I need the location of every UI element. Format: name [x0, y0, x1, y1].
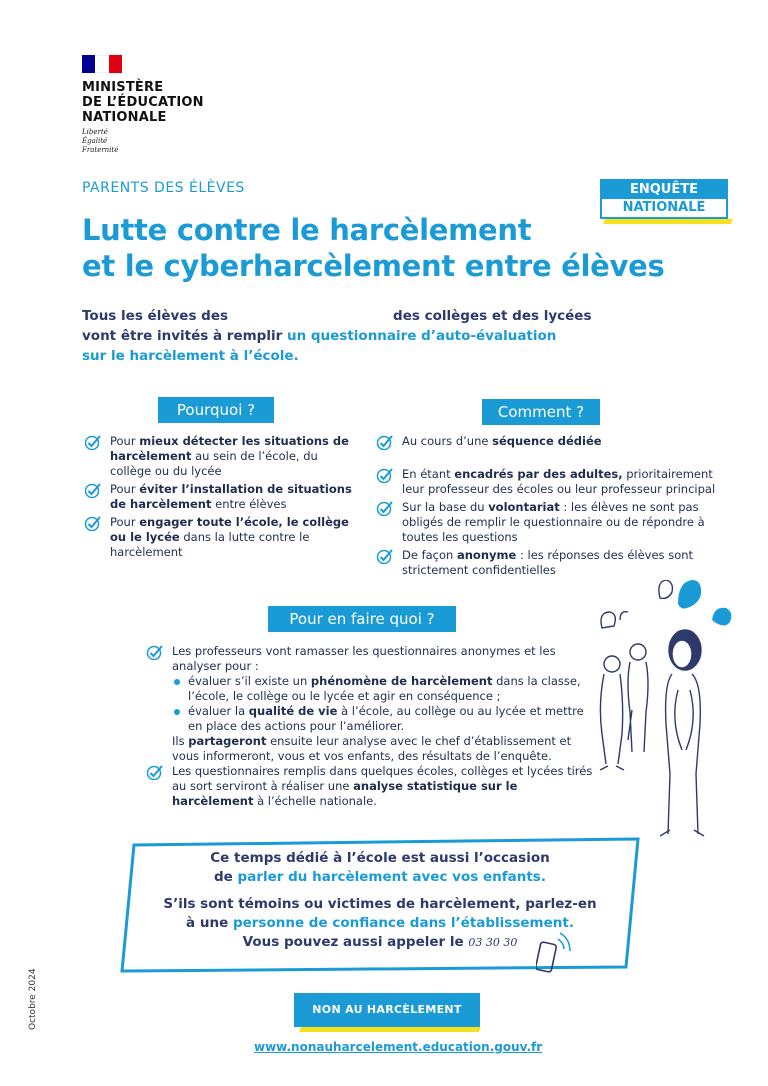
item-bold: analyse statistique sur le harcèlement — [172, 779, 518, 808]
item-bold: partageront — [188, 734, 267, 748]
list-item — [146, 764, 596, 809]
item-text: dans la classe, l’école, le collège ou le lycée et agir en conséquence ; — [188, 674, 581, 703]
item-text: Sur la base du — [402, 500, 489, 514]
callout-highlight: personne de confiance dans l’établissement. — [232, 915, 574, 931]
item-text: ensuite leur analyse avec le chef d’établissement et vous informeront, vous et vos enfants, des résultats de l’enquête. — [172, 734, 572, 763]
non-au-harcelement-button[interactable]: NON AU HARCÈLEMENT — [294, 993, 480, 1027]
bullet-dot — [174, 709, 180, 715]
intro-paragraph — [82, 306, 642, 366]
callout-text-part: à une — [186, 915, 233, 931]
item-text: De façon — [402, 548, 457, 562]
sub-item — [172, 704, 596, 734]
item-bold: mieux détecter les situations de harcèlement — [110, 434, 349, 463]
list-item — [84, 482, 354, 512]
check-icon — [376, 548, 394, 564]
list-item — [376, 548, 736, 578]
ministry-line: NATIONALE — [82, 110, 167, 125]
item-text: Pour — [110, 434, 140, 448]
title-line: et le cyberharcèlement entre élèves — [82, 249, 665, 283]
item-text: Au cours d’une — [402, 434, 493, 448]
edition-date: Octobre 2024 — [28, 968, 38, 1030]
motto-line: Fraternité — [82, 146, 119, 154]
check-icon — [84, 482, 102, 498]
check-icon — [84, 515, 102, 531]
check-icon — [376, 434, 394, 450]
title-line: Lutte contre le harcèlement — [82, 213, 532, 247]
intro-text: des collèges et des lycées — [393, 308, 592, 324]
item-text: évaluer s’il existe un — [188, 674, 311, 688]
item-bold: volontariat — [488, 500, 560, 514]
sub-item — [172, 674, 596, 704]
item-text: Pour — [110, 515, 140, 529]
page-title — [82, 212, 665, 284]
item-text: Pour — [110, 482, 140, 496]
item-text: à l’école, au collège ou au lycée et mettre en place des actions pour l’améliorer. — [188, 704, 584, 733]
quoi-list — [146, 644, 596, 812]
badge-line1: ENQUÊTE — [602, 181, 726, 199]
callout-line — [120, 868, 640, 887]
intro-text: Tous les élèves des — [82, 308, 229, 324]
item-text: : les réponses des élèves sont strictement confidentielles — [402, 548, 694, 577]
item-bold: anonyme — [456, 548, 517, 562]
item-text: à l’échelle nationale. — [253, 794, 377, 808]
badge-line2: NATIONALE — [622, 200, 706, 215]
check-icon — [146, 764, 164, 780]
button-underline — [299, 1027, 481, 1032]
callout-box — [120, 835, 640, 975]
item-bold: encadrés par des adultes, — [454, 467, 623, 481]
callout-highlight: parler du harcèlement avec vos enfants. — [237, 869, 546, 885]
item-text: évaluer la — [188, 704, 249, 718]
motto — [82, 128, 118, 155]
list-item — [376, 434, 736, 449]
share-text — [172, 734, 596, 764]
motto-line: Liberté — [82, 128, 108, 136]
item-text: : les élèves ne sont pas obligés de remplir le questionnaire ou de répondre à toutes les questions — [402, 500, 705, 544]
comment-heading: Comment ? — [482, 399, 600, 425]
check-icon — [376, 467, 394, 483]
item-text: entre élèves — [211, 497, 287, 511]
list-item — [84, 515, 354, 560]
item-bold: séquence dédiée — [492, 434, 602, 448]
list-item — [84, 434, 354, 479]
ministry-line: DE L’ÉDUCATION — [82, 95, 204, 110]
pourquoi-heading: Pourquoi ? — [158, 397, 274, 423]
phone-icon — [536, 931, 572, 975]
item-bold: phénomène de harcèlement — [310, 674, 493, 688]
check-icon — [376, 500, 394, 516]
phone-number: 03 30 30 — [468, 936, 518, 949]
item-text: prioritairement leur professeur des écoles ou leur professeur principal — [402, 467, 716, 496]
intro-highlight: un questionnaire d’auto-évaluation — [286, 328, 557, 344]
item-bold: engager toute l’école, le collège ou le lycée — [110, 515, 349, 544]
callout-text-part: de — [214, 869, 238, 885]
audience-label: PARENTS DES ÉLÈVES — [82, 180, 245, 196]
check-icon — [146, 644, 164, 660]
item-bold: éviter l’installation de situations de harcèlement — [110, 482, 352, 511]
check-icon — [84, 434, 102, 450]
pourquoi-list — [84, 434, 354, 563]
website-link[interactable]: www.nonauharcelement.education.gouv.fr — [254, 1040, 543, 1054]
item-text: En étant — [402, 467, 455, 481]
item-text: dans la lutte contre le harcèlement — [110, 530, 310, 559]
list-item — [146, 644, 596, 764]
republic-flag-logo — [82, 55, 122, 73]
comment-list — [376, 434, 736, 581]
callout-line: Ce temps dédié à l’école est aussi l’occasion — [210, 850, 550, 866]
students-illustration — [590, 580, 740, 840]
intro-highlight: sur le harcèlement à l’école. — [82, 348, 299, 364]
item-bold: qualité de vie — [248, 704, 338, 718]
motto-line: Égalité — [82, 137, 108, 145]
ministry-line: MINISTÈRE — [82, 80, 164, 95]
item-text: Les questionnaires remplis dans quelques écoles, collèges et lycées tirés au sort serviront à réaliser une — [172, 764, 593, 793]
list-item — [376, 467, 736, 497]
callout-line: S’ils sont témoins ou victimes de harcèlement, parlez-en — [163, 896, 597, 912]
item-text: Ils — [172, 734, 189, 748]
list-item — [376, 500, 736, 545]
item-text: au sein de l’école, du collège ou du lycée — [110, 449, 318, 478]
ministry-name — [82, 80, 204, 125]
callout-text-part: Vous pouvez aussi appeler le — [242, 934, 464, 950]
bullet-dot — [174, 679, 180, 685]
item-text: Les professeurs vont ramasser les questionnaires anonymes et les analyser pour : — [172, 644, 556, 673]
quoi-heading: Pour en faire quoi ? — [268, 606, 456, 632]
intro-text: vont être invités à remplir — [82, 328, 283, 344]
